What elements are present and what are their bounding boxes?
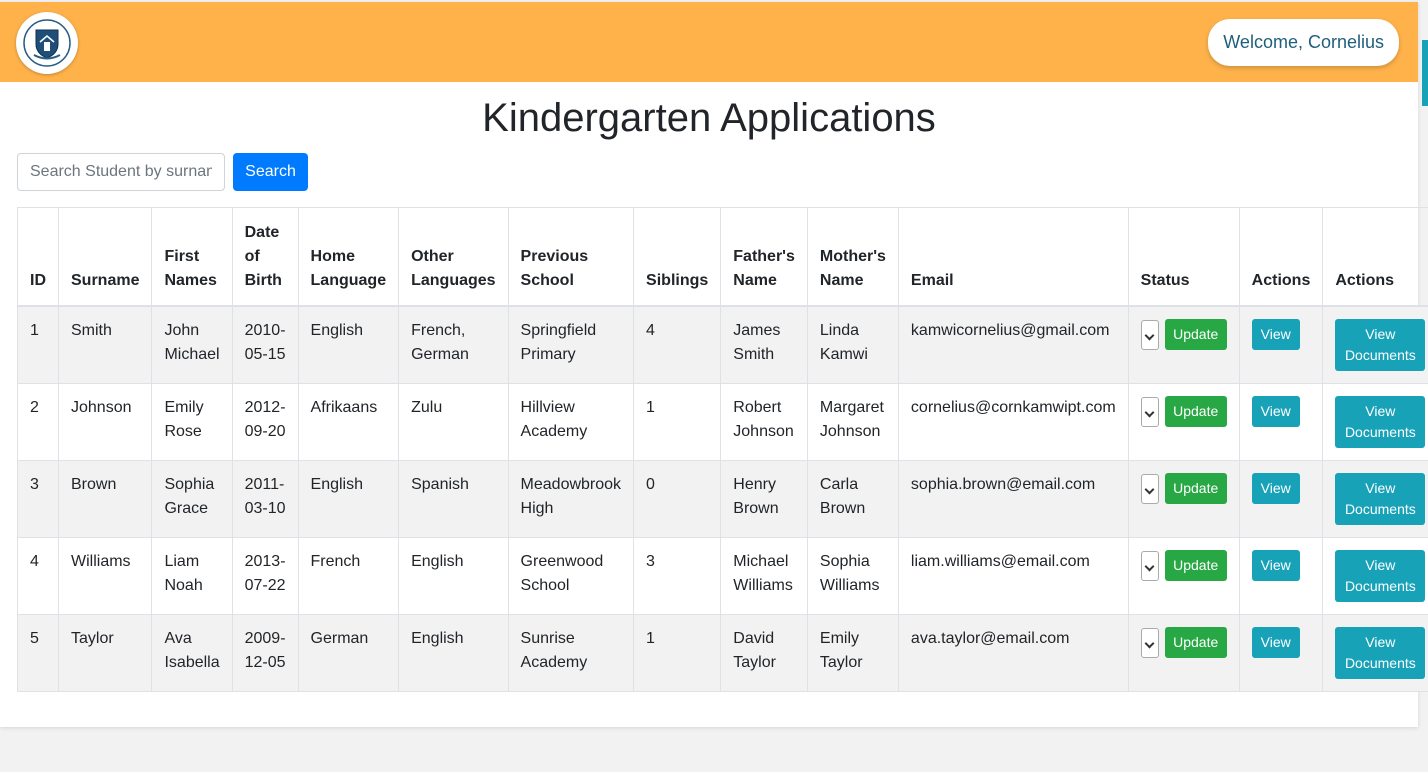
cell-email: liam.williams@email.com bbox=[898, 537, 1128, 614]
cell-documents bbox=[1323, 614, 1428, 691]
cell-mother: Carla Brown bbox=[807, 460, 898, 537]
table-row bbox=[18, 537, 1428, 614]
cell-documents bbox=[1323, 460, 1428, 537]
cell-mother: Sophia Williams bbox=[807, 537, 898, 614]
column-header-home-language[interactable]: Home Language bbox=[298, 208, 399, 306]
status-select[interactable] bbox=[1141, 397, 1159, 427]
cell-first-names: Sophia Grace bbox=[152, 460, 232, 537]
cell-first-names: Ava Isabella bbox=[152, 614, 232, 691]
cell-mother: Emily Taylor bbox=[807, 614, 898, 691]
status-select[interactable] bbox=[1141, 474, 1159, 504]
cell-email: sophia.brown@email.com bbox=[898, 460, 1128, 537]
cell-dob: 2013-07-22 bbox=[232, 537, 298, 614]
cell-surname: Williams bbox=[59, 537, 152, 614]
cell-surname: Johnson bbox=[59, 383, 152, 460]
update-button[interactable]: Update bbox=[1165, 550, 1227, 581]
column-header-surname[interactable]: Surname bbox=[59, 208, 152, 306]
cell-other-languages: English bbox=[399, 537, 508, 614]
view-button[interactable]: View bbox=[1252, 473, 1300, 504]
column-header-status[interactable]: Status bbox=[1128, 208, 1239, 306]
cell-mother: Linda Kamwi bbox=[807, 306, 898, 384]
logo[interactable] bbox=[16, 12, 78, 74]
cell-previous-school: Sunrise Academy bbox=[508, 614, 634, 691]
view-documents-button[interactable]: View Documents bbox=[1335, 627, 1425, 679]
cell-first-names: John Michael bbox=[152, 306, 232, 384]
cell-other-languages: English bbox=[399, 614, 508, 691]
cell-status bbox=[1128, 460, 1239, 537]
cell-home-language: German bbox=[298, 614, 399, 691]
cell-home-language: French bbox=[298, 537, 399, 614]
cell-home-language: Afrikaans bbox=[298, 383, 399, 460]
column-header-id[interactable]: ID bbox=[18, 208, 59, 306]
cell-first-names: Emily Rose bbox=[152, 383, 232, 460]
view-documents-button[interactable]: View Documents bbox=[1335, 319, 1425, 371]
school-crest-icon bbox=[22, 18, 72, 68]
cell-actions bbox=[1239, 460, 1323, 537]
update-button[interactable]: Update bbox=[1165, 473, 1227, 504]
cell-previous-school: Springfield Primary bbox=[508, 306, 634, 384]
table-row bbox=[18, 306, 1428, 384]
table-header-row bbox=[18, 208, 1428, 306]
cell-mother: Margaret Johnson bbox=[807, 383, 898, 460]
cell-siblings: 1 bbox=[634, 383, 721, 460]
cell-father: Michael Williams bbox=[721, 537, 808, 614]
cell-previous-school: Greenwood School bbox=[508, 537, 634, 614]
cell-home-language: English bbox=[298, 460, 399, 537]
cell-id: 2 bbox=[18, 383, 59, 460]
cell-status bbox=[1128, 306, 1239, 384]
table-row bbox=[18, 383, 1428, 460]
cell-email: cornelius@cornkamwipt.com bbox=[898, 383, 1128, 460]
cell-dob: 2009-12-05 bbox=[232, 614, 298, 691]
cell-first-names: Liam Noah bbox=[152, 537, 232, 614]
cell-id: 1 bbox=[18, 306, 59, 384]
cell-documents bbox=[1323, 383, 1428, 460]
cell-id: 5 bbox=[18, 614, 59, 691]
cell-status bbox=[1128, 383, 1239, 460]
cell-actions bbox=[1239, 306, 1323, 384]
cell-surname: Smith bbox=[59, 306, 152, 384]
cell-status bbox=[1128, 537, 1239, 614]
table-row bbox=[18, 460, 1428, 537]
cell-siblings: 1 bbox=[634, 614, 721, 691]
cell-other-languages: Spanish bbox=[399, 460, 508, 537]
cell-previous-school: Hillview Academy bbox=[508, 383, 634, 460]
column-header-other-languages[interactable]: Other Languages bbox=[399, 208, 508, 306]
column-header-siblings[interactable]: Siblings bbox=[634, 208, 721, 306]
cell-dob: 2010-05-15 bbox=[232, 306, 298, 384]
column-header-mother[interactable]: Mother's Name bbox=[807, 208, 898, 306]
cell-father: James Smith bbox=[721, 306, 808, 384]
cell-other-languages: Zulu bbox=[399, 383, 508, 460]
update-button[interactable]: Update bbox=[1165, 396, 1227, 427]
cell-documents bbox=[1323, 306, 1428, 384]
view-button[interactable]: View bbox=[1252, 550, 1300, 581]
cell-father: Henry Brown bbox=[721, 460, 808, 537]
cell-other-languages: French, German bbox=[399, 306, 508, 384]
column-header-first-names[interactable]: First Names bbox=[152, 208, 232, 306]
cell-actions bbox=[1239, 537, 1323, 614]
view-documents-button[interactable]: View Documents bbox=[1335, 473, 1425, 525]
view-documents-button[interactable]: View Documents bbox=[1335, 550, 1425, 602]
cell-id: 4 bbox=[18, 537, 59, 614]
status-select[interactable] bbox=[1141, 628, 1159, 658]
table-row bbox=[18, 614, 1428, 691]
column-header-actions[interactable]: Actions bbox=[1239, 208, 1323, 306]
cell-documents bbox=[1323, 537, 1428, 614]
cell-actions bbox=[1239, 614, 1323, 691]
cell-home-language: English bbox=[298, 306, 399, 384]
view-button[interactable]: View bbox=[1252, 319, 1300, 350]
column-header-email[interactable]: Email bbox=[898, 208, 1128, 306]
page-title: Kindergarten Applications bbox=[482, 96, 936, 140]
cell-dob: 2011-03-10 bbox=[232, 460, 298, 537]
search-button[interactable]: Search bbox=[233, 153, 308, 191]
view-button[interactable]: View bbox=[1252, 396, 1300, 427]
cell-surname: Taylor bbox=[59, 614, 152, 691]
cell-previous-school: Meadowbrook High bbox=[508, 460, 634, 537]
cell-email: kamwicornelius@gmail.com bbox=[898, 306, 1128, 384]
cell-siblings: 3 bbox=[634, 537, 721, 614]
cell-siblings: 4 bbox=[634, 306, 721, 384]
column-header-actions-docs[interactable]: Actions bbox=[1323, 208, 1428, 306]
cell-id: 3 bbox=[18, 460, 59, 537]
update-button[interactable]: Update bbox=[1165, 627, 1227, 658]
column-header-previous-school[interactable]: Previous School bbox=[508, 208, 634, 306]
update-button[interactable]: Update bbox=[1165, 319, 1227, 350]
cell-father: Robert Johnson bbox=[721, 383, 808, 460]
column-header-dob[interactable]: Date of Birth bbox=[232, 208, 298, 306]
cell-surname: Brown bbox=[59, 460, 152, 537]
view-documents-button[interactable]: View Documents bbox=[1335, 396, 1425, 448]
table-body bbox=[18, 306, 1428, 692]
applications-table bbox=[17, 207, 1428, 692]
cell-email: ava.taylor@email.com bbox=[898, 614, 1128, 691]
page-container bbox=[0, 2, 1418, 727]
status-select[interactable] bbox=[1141, 551, 1159, 581]
search-input[interactable] bbox=[17, 153, 225, 191]
status-select[interactable] bbox=[1141, 320, 1159, 350]
welcome-badge[interactable]: Welcome, Cornelius bbox=[1208, 19, 1399, 66]
scrollbar-indicator[interactable] bbox=[1422, 40, 1428, 106]
cell-siblings: 0 bbox=[634, 460, 721, 537]
column-header-father[interactable]: Father's Name bbox=[721, 208, 808, 306]
view-button[interactable]: View bbox=[1252, 627, 1300, 658]
top-navbar bbox=[0, 2, 1418, 82]
cell-status bbox=[1128, 614, 1239, 691]
cell-actions bbox=[1239, 383, 1323, 460]
cell-father: David Taylor bbox=[721, 614, 808, 691]
cell-dob: 2012-09-20 bbox=[232, 383, 298, 460]
